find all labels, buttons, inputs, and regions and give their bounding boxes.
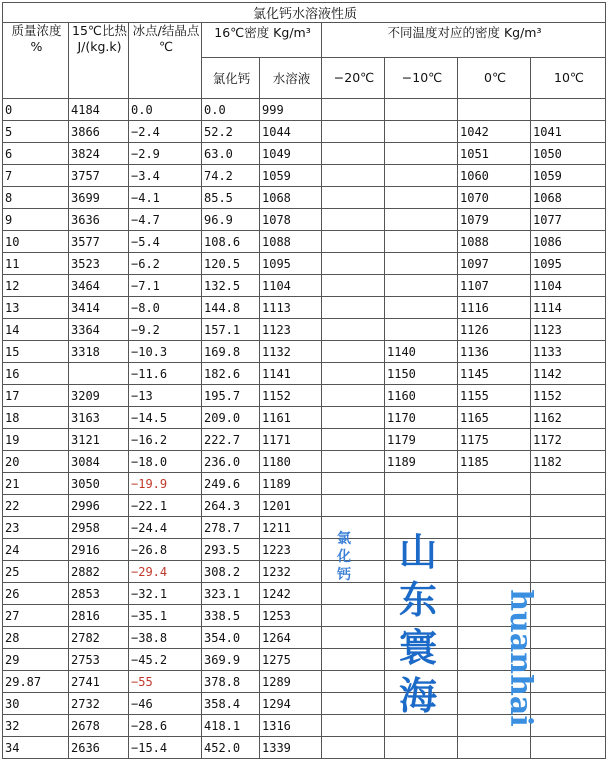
table-cell: 20	[3, 451, 69, 473]
table-cell: 21	[3, 473, 69, 495]
table-cell: 3523	[69, 253, 129, 275]
table-cell: 1068	[260, 187, 322, 209]
table-cell: 1078	[260, 209, 322, 231]
table-cell: 12	[3, 275, 69, 297]
table-cell	[458, 517, 531, 539]
table-cell: 1041	[531, 121, 606, 143]
table-cell: −32.1	[129, 583, 202, 605]
table-cell: 26	[3, 583, 69, 605]
table-row	[3, 539, 606, 561]
table-cell	[531, 737, 606, 759]
table-cell	[531, 517, 606, 539]
table-cell: 120.5	[202, 253, 260, 275]
table-cell: 1095	[531, 253, 606, 275]
table-cell	[322, 99, 385, 121]
table-cell: 1123	[260, 319, 322, 341]
table-cell: 418.1	[202, 715, 260, 737]
table-cell: 11	[3, 253, 69, 275]
header-temp-m10: −10℃	[385, 57, 458, 98]
table-row	[3, 473, 606, 495]
table-row	[3, 143, 606, 165]
table-cell: 1180	[260, 451, 322, 473]
table-cell: 2882	[69, 561, 129, 583]
table-cell	[322, 649, 385, 671]
table-cell	[322, 583, 385, 605]
table-cell: −13	[129, 385, 202, 407]
table-cell: −18.0	[129, 451, 202, 473]
table-row	[3, 253, 606, 275]
table-cell	[322, 209, 385, 231]
table-cell: 29.87	[3, 671, 69, 693]
table-cell: 1049	[260, 143, 322, 165]
table-cell: 3163	[69, 407, 129, 429]
table-cell: 3084	[69, 451, 129, 473]
table-cell: 1150	[385, 363, 458, 385]
table-cell	[322, 605, 385, 627]
table-row	[3, 451, 606, 473]
table-cell: 0	[3, 99, 69, 121]
header-sub-solution: 水溶液	[260, 57, 322, 98]
table-cell: 2741	[69, 671, 129, 693]
table-cell: 17	[3, 385, 69, 407]
table-cell: 1104	[531, 275, 606, 297]
table-cell	[531, 99, 606, 121]
table-cell	[322, 187, 385, 209]
table-cell: 1088	[458, 231, 531, 253]
table-cell: 1079	[458, 209, 531, 231]
table-cell: 1140	[385, 341, 458, 363]
table-cell: 1182	[531, 451, 606, 473]
table-cell	[385, 99, 458, 121]
table-row	[3, 429, 606, 451]
table-row	[3, 297, 606, 319]
table-row	[3, 385, 606, 407]
table-cell: 24	[3, 539, 69, 561]
table-row	[3, 165, 606, 187]
header-sub-cacl2: 氯化钙	[202, 57, 260, 98]
table-cell: −14.5	[129, 407, 202, 429]
table-cell: 108.6	[202, 231, 260, 253]
table-cell: 3824	[69, 143, 129, 165]
table-cell: 169.8	[202, 341, 260, 363]
table-row	[3, 209, 606, 231]
table-title: 氯化钙水溶液性质	[3, 3, 606, 23]
table-cell: 2916	[69, 539, 129, 561]
table-cell: −35.1	[129, 605, 202, 627]
table-cell: 1132	[260, 341, 322, 363]
table-cell: −28.6	[129, 715, 202, 737]
table-cell: −24.4	[129, 517, 202, 539]
table-cell	[322, 297, 385, 319]
table-cell	[531, 473, 606, 495]
table-cell	[322, 715, 385, 737]
table-cell: 1059	[531, 165, 606, 187]
table-cell: 1339	[260, 737, 322, 759]
table-cell: 2816	[69, 605, 129, 627]
table-cell	[531, 561, 606, 583]
table-row	[3, 495, 606, 517]
table-cell: 3866	[69, 121, 129, 143]
table-cell	[385, 187, 458, 209]
table-cell	[322, 495, 385, 517]
table-cell	[322, 385, 385, 407]
table-cell	[385, 143, 458, 165]
table-cell	[531, 649, 606, 671]
header-density-16c: 16℃密度 Kg/m³	[202, 23, 322, 58]
table-cell: −16.2	[129, 429, 202, 451]
table-cell: −2.9	[129, 143, 202, 165]
table-cell: 7	[3, 165, 69, 187]
table-cell: 209.0	[202, 407, 260, 429]
table-cell: 32	[3, 715, 69, 737]
table-cell: 308.2	[202, 561, 260, 583]
table-cell: −9.2	[129, 319, 202, 341]
table-cell: 1152	[260, 385, 322, 407]
table-cell: 1179	[385, 429, 458, 451]
table-cell: 132.5	[202, 275, 260, 297]
table-cell: −46	[129, 693, 202, 715]
table-cell	[322, 143, 385, 165]
table-cell: −6.2	[129, 253, 202, 275]
table-cell: 1050	[531, 143, 606, 165]
table-row	[3, 275, 606, 297]
table-cell: −29.4	[129, 561, 202, 583]
table-cell	[385, 319, 458, 341]
table-cell: 1060	[458, 165, 531, 187]
table-cell: 3577	[69, 231, 129, 253]
table-cell	[458, 539, 531, 561]
table-cell: 1042	[458, 121, 531, 143]
header-specific-heat: 15℃比热 J/(kg.k)	[69, 23, 129, 99]
table-cell: 1141	[260, 363, 322, 385]
table-cell: 1172	[531, 429, 606, 451]
table-cell	[385, 495, 458, 517]
table-cell: 1136	[458, 341, 531, 363]
table-cell: 4184	[69, 99, 129, 121]
table-cell: 1175	[458, 429, 531, 451]
table-cell	[458, 99, 531, 121]
table-cell: 1223	[260, 539, 322, 561]
table-cell	[69, 363, 129, 385]
table-cell: 1077	[531, 209, 606, 231]
table-cell: 3464	[69, 275, 129, 297]
table-cell: 378.8	[202, 671, 260, 693]
watermark-small: 氯化钙	[337, 531, 351, 583]
table-cell: 1171	[260, 429, 322, 451]
table-row	[3, 121, 606, 143]
table-cell: 249.6	[202, 473, 260, 495]
table-cell: 19	[3, 429, 69, 451]
table-cell: 5	[3, 121, 69, 143]
table-cell: 354.0	[202, 627, 260, 649]
table-cell: 3209	[69, 385, 129, 407]
table-cell: 2958	[69, 517, 129, 539]
table-cell: 222.7	[202, 429, 260, 451]
table-cell: 1142	[531, 363, 606, 385]
table-cell: 1242	[260, 583, 322, 605]
table-cell: −7.1	[129, 275, 202, 297]
table-cell: 2853	[69, 583, 129, 605]
table-cell: 1211	[260, 517, 322, 539]
header-temp-m20: −20℃	[322, 57, 385, 98]
table-cell: 16	[3, 363, 69, 385]
table-cell: 1107	[458, 275, 531, 297]
table-cell: 10	[3, 231, 69, 253]
table-row	[3, 341, 606, 363]
table-cell: 1161	[260, 407, 322, 429]
table-cell: 2732	[69, 693, 129, 715]
table-cell	[531, 671, 606, 693]
table-cell: 13	[3, 297, 69, 319]
table-row	[3, 231, 606, 253]
table-cell: 85.5	[202, 187, 260, 209]
table-cell: 1275	[260, 649, 322, 671]
table-cell: 1145	[458, 363, 531, 385]
table-cell: 30	[3, 693, 69, 715]
table-cell: 195.7	[202, 385, 260, 407]
table-cell: 96.9	[202, 209, 260, 231]
table-cell: 34	[3, 737, 69, 759]
table-cell: 0.0	[129, 99, 202, 121]
table-cell	[322, 429, 385, 451]
table-cell: 8	[3, 187, 69, 209]
table-cell: 6	[3, 143, 69, 165]
table-cell: 3318	[69, 341, 129, 363]
table-cell	[322, 627, 385, 649]
table-cell: 2753	[69, 649, 129, 671]
table-cell: 1152	[531, 385, 606, 407]
table-cell: 1123	[531, 319, 606, 341]
table-row	[3, 363, 606, 385]
table-cell	[458, 737, 531, 759]
table-cell	[322, 407, 385, 429]
table-cell: 1044	[260, 121, 322, 143]
table-cell: −2.4	[129, 121, 202, 143]
table-cell	[385, 253, 458, 275]
table-cell: 1316	[260, 715, 322, 737]
table-row	[3, 187, 606, 209]
table-cell: −3.4	[129, 165, 202, 187]
table-cell	[322, 121, 385, 143]
table-cell	[322, 275, 385, 297]
table-cell: 3414	[69, 297, 129, 319]
table-cell	[385, 209, 458, 231]
table-cell: 1189	[385, 451, 458, 473]
table-cell: 1097	[458, 253, 531, 275]
table-cell: −26.8	[129, 539, 202, 561]
header-temp-10: 10℃	[531, 57, 606, 98]
table-cell: 1162	[531, 407, 606, 429]
table-cell	[458, 495, 531, 517]
table-cell: 1114	[531, 297, 606, 319]
table-cell: 369.9	[202, 649, 260, 671]
table-cell	[531, 583, 606, 605]
table-cell: 1068	[531, 187, 606, 209]
watermark-company: 山东寰海	[398, 529, 437, 718]
table-cell: 1088	[260, 231, 322, 253]
table-cell: 278.7	[202, 517, 260, 539]
table-cell	[322, 165, 385, 187]
table-cell: 2782	[69, 627, 129, 649]
table-cell	[531, 693, 606, 715]
table-cell	[322, 693, 385, 715]
table-cell	[322, 253, 385, 275]
table-cell: 1051	[458, 143, 531, 165]
table-cell: −15.4	[129, 737, 202, 759]
table-cell: 2678	[69, 715, 129, 737]
table-row	[3, 99, 606, 121]
table-cell	[458, 473, 531, 495]
header-concentration: 质量浓度 %	[3, 23, 69, 99]
table-cell	[385, 231, 458, 253]
table-cell	[322, 319, 385, 341]
table-cell: −5.4	[129, 231, 202, 253]
table-cell: 264.3	[202, 495, 260, 517]
table-cell: 3121	[69, 429, 129, 451]
table-cell: 1133	[531, 341, 606, 363]
table-cell: 1160	[385, 385, 458, 407]
table-cell	[531, 715, 606, 737]
table-cell	[385, 275, 458, 297]
table-cell: 1113	[260, 297, 322, 319]
table-cell: 999	[260, 99, 322, 121]
table-cell	[322, 737, 385, 759]
table-cell: 63.0	[202, 143, 260, 165]
table-cell	[322, 451, 385, 473]
table-cell	[385, 297, 458, 319]
table-cell: 236.0	[202, 451, 260, 473]
table-cell: 9	[3, 209, 69, 231]
table-cell: 338.5	[202, 605, 260, 627]
table-cell: −38.8	[129, 627, 202, 649]
table-cell: 1165	[458, 407, 531, 429]
table-cell: 74.2	[202, 165, 260, 187]
table-cell: 1264	[260, 627, 322, 649]
table-cell: −4.1	[129, 187, 202, 209]
table-cell: 1170	[385, 407, 458, 429]
table-cell: 0.0	[202, 99, 260, 121]
table-cell: 18	[3, 407, 69, 429]
table-row	[3, 319, 606, 341]
table-cell: 1294	[260, 693, 322, 715]
table-cell: 3050	[69, 473, 129, 495]
table-cell: 25	[3, 561, 69, 583]
table-cell: 1253	[260, 605, 322, 627]
table-cell: 3757	[69, 165, 129, 187]
table-cell: −45.2	[129, 649, 202, 671]
watermark-latin: huanhai	[503, 589, 538, 727]
table-cell	[385, 473, 458, 495]
table-cell: −10.3	[129, 341, 202, 363]
header-temp-0: 0℃	[458, 57, 531, 98]
table-cell	[385, 165, 458, 187]
table-row	[3, 737, 606, 759]
table-row	[3, 407, 606, 429]
table-cell: 2996	[69, 495, 129, 517]
table-cell: 2636	[69, 737, 129, 759]
table-cell	[531, 627, 606, 649]
table-cell: 28	[3, 627, 69, 649]
table-cell: −11.6	[129, 363, 202, 385]
table-cell: 1289	[260, 671, 322, 693]
header-density-by-temp: 不同温度对应的密度 Kg/m³	[322, 23, 606, 58]
table-cell: 1155	[458, 385, 531, 407]
table-cell	[385, 121, 458, 143]
table-cell	[322, 231, 385, 253]
table-cell: 1189	[260, 473, 322, 495]
table-cell: −19.9	[129, 473, 202, 495]
table-cell	[322, 671, 385, 693]
table-cell: 1201	[260, 495, 322, 517]
table-cell: 293.5	[202, 539, 260, 561]
table-cell: 1185	[458, 451, 531, 473]
table-cell: 323.1	[202, 583, 260, 605]
table-cell	[531, 495, 606, 517]
table-cell: 3364	[69, 319, 129, 341]
header-freezing-point: 冰点/结晶点 ℃	[129, 23, 202, 99]
table-cell: 1095	[260, 253, 322, 275]
table-cell: 15	[3, 341, 69, 363]
table-cell: 1116	[458, 297, 531, 319]
table-cell: 3699	[69, 187, 129, 209]
table-cell: 358.4	[202, 693, 260, 715]
table-row	[3, 517, 606, 539]
table-cell: 1086	[531, 231, 606, 253]
table-cell	[385, 737, 458, 759]
table-cell: 22	[3, 495, 69, 517]
table-cell: 157.1	[202, 319, 260, 341]
table-cell: 23	[3, 517, 69, 539]
table-cell	[531, 539, 606, 561]
table-cell: 182.6	[202, 363, 260, 385]
table-cell: −55	[129, 671, 202, 693]
table-cell: 452.0	[202, 737, 260, 759]
table-cell: 1126	[458, 319, 531, 341]
table-cell: 27	[3, 605, 69, 627]
table-cell: 29	[3, 649, 69, 671]
table-cell: 1070	[458, 187, 531, 209]
table-cell	[322, 473, 385, 495]
table-cell	[322, 363, 385, 385]
table-cell	[322, 341, 385, 363]
table-cell: −22.1	[129, 495, 202, 517]
table-cell	[531, 605, 606, 627]
table-cell: −8.0	[129, 297, 202, 319]
table-cell: 1104	[260, 275, 322, 297]
table-cell: 1232	[260, 561, 322, 583]
table-cell: 3636	[69, 209, 129, 231]
table-cell: 14	[3, 319, 69, 341]
table-cell: −4.7	[129, 209, 202, 231]
table-cell: 52.2	[202, 121, 260, 143]
table-cell: 144.8	[202, 297, 260, 319]
table-cell: 1059	[260, 165, 322, 187]
